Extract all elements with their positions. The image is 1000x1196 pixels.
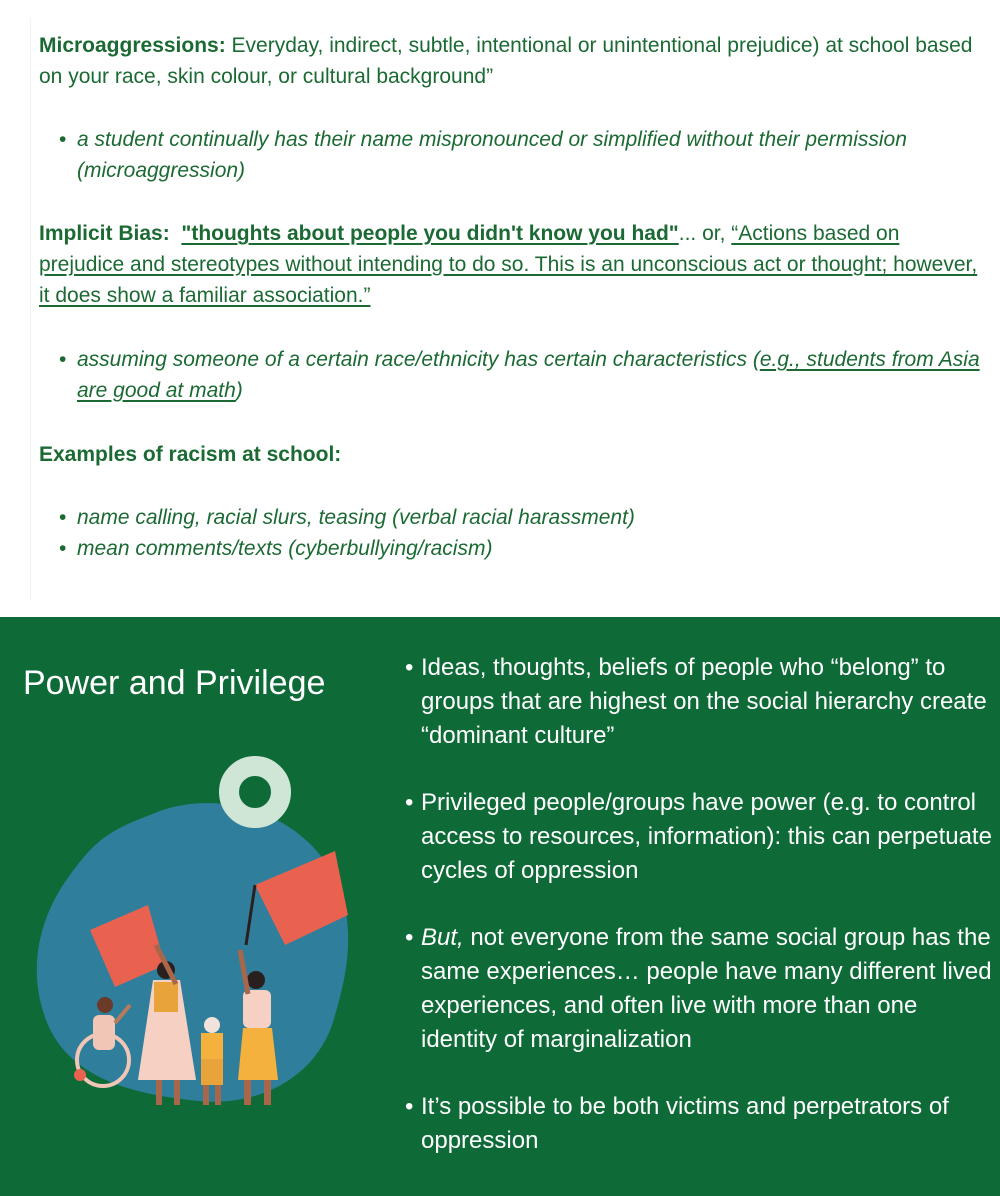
racism-example-text: name calling, racial slurs, teasing (verbal racial harassment)	[77, 506, 635, 529]
bullet-text: Privileged people/groups have power (e.g. to control access to resources, information): this can perpetuate cycles of oppression	[421, 789, 992, 884]
implicit-bias-quote-link[interactable]: "thoughts about people you didn't know you had"	[181, 222, 679, 245]
protesters-illustration	[30, 755, 370, 1115]
implicit-bias-example-end: )	[235, 379, 243, 402]
bullet-dot: •	[59, 506, 67, 529]
bullet-item	[405, 651, 995, 753]
power-privilege-bullet-list	[405, 651, 995, 1191]
bullet-item	[405, 921, 995, 1057]
bullet-item	[405, 1090, 995, 1158]
racism-example-text: mean comments/texts (cyberbullying/racism)	[77, 537, 493, 560]
microaggressions-term: Microaggressions:	[39, 34, 226, 57]
racism-examples-heading: Examples of racism at school:	[39, 443, 342, 466]
microaggressions-definition	[39, 30, 989, 92]
bullet-dot: •	[405, 1093, 414, 1120]
implicit-bias-definition	[39, 218, 989, 311]
bullet-text: It’s possible to be both victims and perpetrators of oppression	[421, 1093, 949, 1154]
bullet-dot: •	[59, 348, 67, 371]
bullet-dot: •	[405, 789, 414, 816]
bullet-dot: •	[405, 924, 414, 951]
implicit-bias-example-text: assuming someone of a certain race/ethnicity has certain characteristics (	[77, 348, 760, 371]
microaggression-example-text: a student continually has their name mispronounced or simplified without their permission (microaggression)	[77, 128, 907, 182]
bullet-dot: •	[405, 654, 414, 681]
implicit-bias-term: Implicit Bias:	[39, 222, 170, 245]
power-privilege-slide	[0, 617, 1000, 1196]
bullet-dot: •	[59, 128, 67, 151]
ring-shape	[229, 766, 281, 818]
microaggressions-text: Everyday, indirect, subtle, intentional or unintentional prejudice) at school based on your race, skin colour, or cultural background”	[39, 34, 973, 88]
implicit-bias-example	[59, 344, 997, 406]
microaggression-example	[59, 124, 997, 186]
implicit-bias-example-link[interactable]: e.g., students from Asia are good at math	[77, 348, 980, 402]
implicit-bias-connector: ... or,	[678, 222, 732, 245]
definitions-panel	[30, 18, 999, 600]
bullet-emphasis: But,	[421, 924, 464, 951]
bullet-item	[405, 786, 995, 888]
racism-example-item	[59, 502, 997, 533]
blue-blob-shape	[37, 803, 348, 1102]
bullet-dot: •	[59, 537, 67, 560]
slide-title: Power and Privilege	[23, 664, 326, 702]
implicit-bias-alt-definition-link[interactable]: “Actions based on prejudice and stereotypes without intending to do so. This is an unconscious act or thought; however, it does show a familiar association.”	[39, 222, 978, 307]
bullet-text: not everyone from the same social group has the same experiences… people have many different lived experiences, and often live with more than one identity of marginalization	[421, 924, 992, 1053]
bullet-text: Ideas, thoughts, beliefs of people who “belong” to groups that are highest on the social hierarchy create “dominant culture”	[421, 654, 987, 749]
racism-example-item	[59, 533, 997, 564]
